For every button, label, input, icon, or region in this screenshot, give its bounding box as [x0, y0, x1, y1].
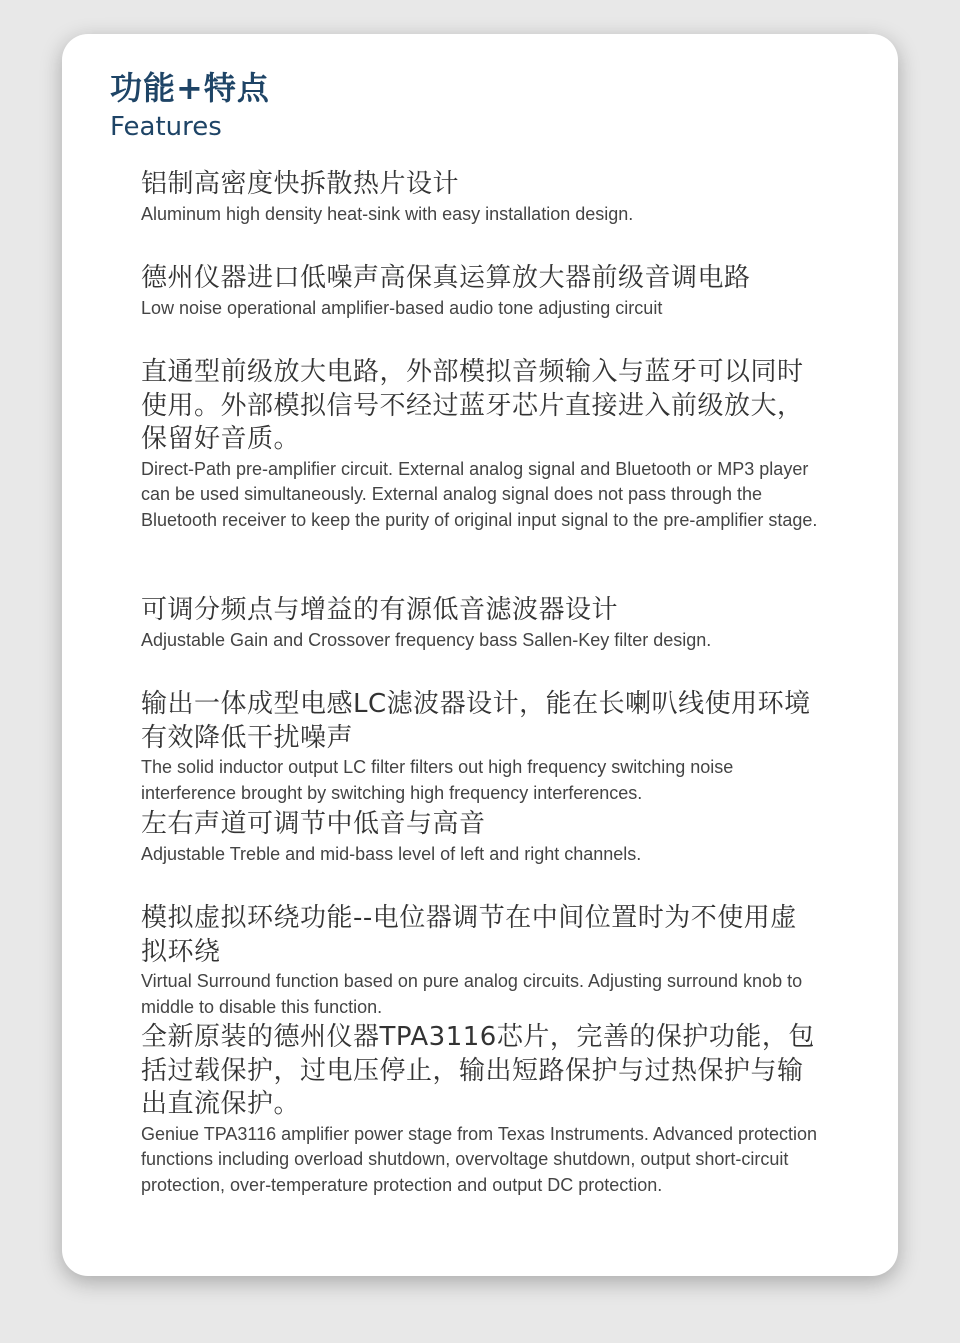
feature-bass-filter	[141, 594, 821, 653]
feature-treble-bass	[141, 808, 821, 867]
feature-tone-circuit	[141, 262, 821, 321]
features-card	[62, 34, 898, 1276]
feature-description-en: Geniue TPA3116 amplifier power stage from Texas Instruments. Advanced protection functions including overload shutdown, overvoltage shutdown, output short-circuit protection, over-temperature protection and output DC protection.	[141, 1123, 818, 1195]
feature-description-en: Aluminum high density heat-sink with easy installation design.	[141, 203, 634, 224]
feature-title-cn: 输出一体成型电感LC滤波器设计，能在长喇叭线使用环境有效降低干扰噪声	[141, 689, 811, 753]
feature-description-en: Low noise operational amplifier-based audio tone adjusting circuit	[141, 297, 663, 318]
feature-virtual-surround	[141, 902, 821, 1020]
feature-title-cn: 可调分频点与增益的有源低音滤波器设计	[141, 595, 619, 625]
feature-description-en: Direct-Path pre-amplifier circuit. External analog signal and Bluetooth or MP3 player can be used simultaneously. External analog signal does not pass through the Bluetooth receiver to keep the purity of original input signal to the pre-amplifier stage.	[141, 458, 818, 530]
heading-english: Features	[110, 112, 222, 142]
feature-title-cn: 左右声道可调节中低音与高音	[141, 809, 486, 839]
feature-direct-path	[141, 356, 821, 533]
feature-title-cn: 德州仪器进口低噪声高保真运算放大器前级音调电路	[141, 263, 751, 293]
feature-description-en: Virtual Surround function based on pure analog circuits. Adjusting surround knob to middle to disable this function.	[141, 971, 803, 1017]
feature-title-cn: 铝制高密度快拆散热片设计	[141, 169, 460, 199]
feature-description-en: Adjustable Gain and Crossover frequency bass Sallen-Key filter design.	[141, 629, 712, 650]
feature-lc-filter	[141, 688, 821, 806]
heading-chinese: 功能+特点	[110, 69, 270, 107]
feature-title-cn: 模拟虚拟环绕功能--电位器调节在中间位置时为不使用虚拟环绕	[141, 903, 797, 967]
feature-protection	[141, 1021, 821, 1198]
feature-heatsink	[141, 168, 821, 227]
feature-title-cn: 全新原装的德州仪器TPA3116芯片，完善的保护功能，包括过载保护，过电压停止，输出短路保护与过热保护与输出直流保护。	[141, 1022, 815, 1119]
feature-description-en: Adjustable Treble and mid-bass level of left and right channels.	[141, 843, 642, 864]
feature-description-en: The solid inductor output LC filter filters out high frequency switching noise interference brought by switching high frequency interferences.	[141, 757, 734, 803]
feature-title-cn: 直通型前级放大电路，外部模拟音频输入与蓝牙可以同时使用。外部模拟信号不经过蓝牙芯片直接进入前级放大，保留好音质。	[141, 357, 804, 454]
